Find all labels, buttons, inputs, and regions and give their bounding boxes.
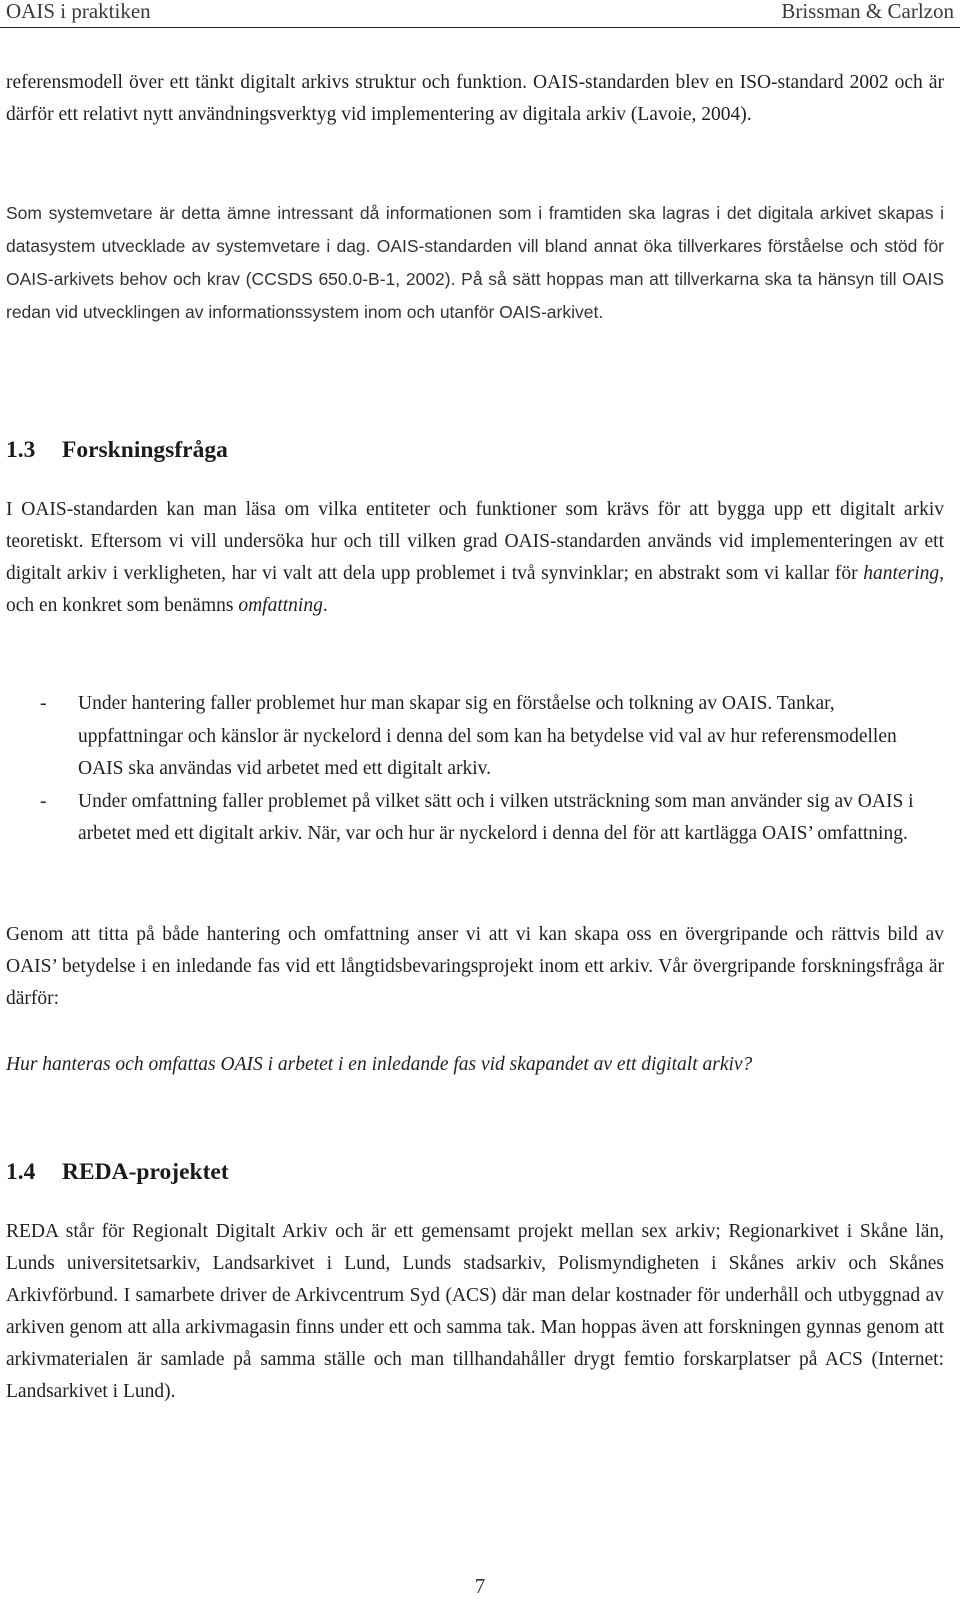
- paragraph-forskningsfraga: [6, 494, 944, 622]
- intro-paragraph: referensmodell över ett tänkt digitalt arkivs struktur och funktion. OAIS-standarden blev en ISO-standard 2002 och är därför ett relativt nytt användningsverktyg vid implementering av digitala arkiv (Lavoie, 2004).: [6, 72, 944, 125]
- paragraph-text: I OAIS-standarden kan man läsa om vilka entiteter och funktioner som krävs för att bygga upp ett digitalt arkiv teoretiskt. Eftersom vi vill undersöka hur och till vilken grad OAIS-standarden används vid implementeringen av ett digitalt arkiv i verkligheten, har vi valt att dela upp problemet i två synvinklar; en abstrakt som vi kallar för: [6, 499, 944, 584]
- paragraph-sans-part: Som systemvetare är detta ämne intressant då informationen som i framtiden ska lagras i det digitala arkivet skapas i datasystem utvecklade av systemvetare i dag.: [6, 203, 944, 256]
- section-number: 1.3: [6, 437, 36, 463]
- list-item-text: Under hantering faller problemet hur man skapar sig en förståelse och tolkning av OAIS. Tankar, uppfattningar och känslor är nyckelord i denna del som kan ha betydelse vid val av hur referensmodellen OAIS ska användas vid arbetet med ett digitalt arkiv.: [78, 693, 897, 779]
- research-question: [6, 1049, 944, 1081]
- emphasis-omfattning: omfattning: [238, 595, 323, 616]
- paragraph-genom-att-titta: Genom att titta på både hantering och omfattning anser vi att vi kan skapa oss en övergripande och rättvis bild av OAIS’ betydelse i en inledande fas vid ett långtidsbevaringsprojekt inom ett arkiv. Vår övergripande forskningsfråga är därför:: [6, 924, 944, 1009]
- section-heading-1-4: [6, 1157, 229, 1187]
- header-rule: [0, 27, 960, 28]
- section-heading-1-3: [6, 435, 228, 465]
- bullet-list: [6, 688, 944, 851]
- section-title: REDA-projektet: [62, 1159, 229, 1185]
- list-item: [6, 786, 944, 851]
- paragraph-text: .: [322, 595, 328, 616]
- header-title: OAIS i praktiken: [6, 0, 151, 23]
- emphasis-hantering: hantering: [863, 563, 940, 584]
- dash-bullet: -: [40, 790, 47, 812]
- section-number: 1.4: [6, 1159, 36, 1185]
- paragraph-text: , och en konkret som benämns: [6, 563, 944, 616]
- header-authors: Brissman & Carlzon: [781, 0, 954, 23]
- running-header: [0, 0, 960, 24]
- section-title: Forskningsfråga: [62, 437, 228, 463]
- paragraph-systemvetare: [6, 197, 944, 329]
- dash-bullet: -: [40, 693, 47, 714]
- page-number: 7: [474, 1574, 486, 1598]
- list-item: [6, 688, 944, 786]
- research-question-text: Hur hanteras och omfattas OAIS i arbetet i en inledande fas vid skapandet av ett digitalt arkiv?: [6, 1054, 753, 1075]
- list-item-text: Under omfattning faller problemet på vilket sätt och i vilken utsträckning som man använder sig av OAIS i arbetet med ett digitalt arkiv. När, var och hur är nyckelord i denna del för att kartlägga OAIS’ omfattning.: [78, 790, 914, 844]
- paragraph-reda: REDA står för Regionalt Digitalt Arkiv och är ett gemensamt projekt mellan sex arkiv; Regionarkivet i Skåne län, Lunds universitetsarkiv, Landsarkivet i Lund, Lunds stadsarkiv, Polismyndigheten i Skånes arkiv och Skånes Arkivförbund. I samarbete driver de Arkivcentrum Syd (ACS) där man delar kostnader för underhåll och utbyggnad av arkiven genom att alla arkivmagasin finns under ett och samma tak. Man hoppas även att forskningen gynnas genom att arkivmaterialen är samlade på samma ställe och man tillhandahåller drygt femtio forskarplatser på ACS (Internet: Landsarkivet i Lund).: [6, 1221, 944, 1402]
- paragraph-serif-part: OAIS-standarden vill bland annat öka tillverkares förståelse och stöd för OAIS-arkivets behov och krav (CCSDS 650.0-B-1, 2002). På så sätt hoppas man att tillverkarna ska ta hänsyn till OAIS redan vid utvecklingen av informationssystem inom och utanför OAIS-arkivet.: [6, 236, 945, 322]
